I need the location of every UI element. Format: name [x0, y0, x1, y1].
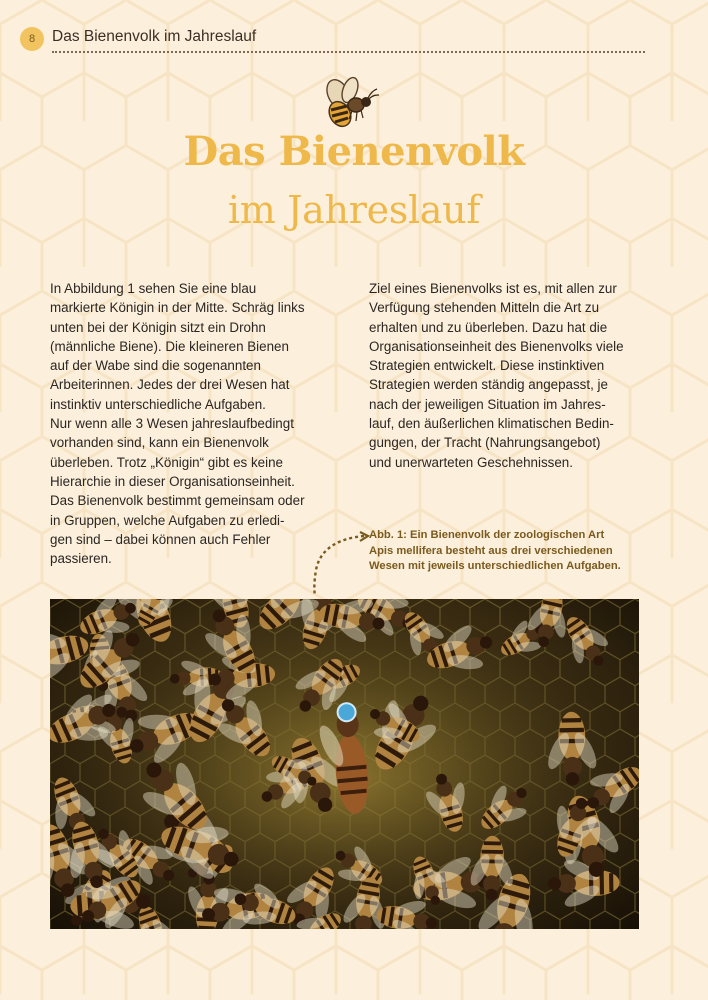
bee-colony-illustration — [50, 599, 639, 929]
caption-line: Abb. 1: Ein Bienenvolk der zoologischen Art — [369, 529, 605, 541]
page-subtitle: im Jahreslauf — [227, 188, 481, 232]
text-line: lauf, den äußerlichen klimatischen Bedin- — [369, 416, 614, 432]
text-line: markierte Königin in der Mitte. Schräg links — [50, 300, 305, 316]
caption-line: Wesen mit jeweils unterschiedlichen Aufgaben. — [369, 560, 621, 572]
page-title: Das Bienenvolk — [183, 128, 525, 175]
queen-marker — [337, 702, 357, 722]
text-line: überleben. Trotz „Königin“ gibt es keine — [50, 454, 283, 470]
text-line: unten bei der Königin sitzt ein Drohn — [50, 319, 266, 335]
text-line: In Abbildung 1 sehen Sie eine blau — [50, 281, 257, 296]
text-line: Strategien werden ständig angepasst, je — [369, 377, 608, 393]
text-line: Arbeiterinnen. Jedes der drei Wesen hat — [50, 377, 290, 393]
text-line: Verfügung stehenden Mitteln die Art zu — [369, 300, 600, 316]
text-line: Ziel eines Bienenvolks ist es, mit allen zur — [369, 281, 617, 296]
body-text-right — [369, 279, 659, 472]
text-line: auf der Wabe sind die sogenannten — [50, 358, 261, 374]
text-line: vorhanden sind, kann ein Bienenvolk — [50, 435, 269, 451]
text-line: (männliche Biene). Die kleineren Bienen — [50, 338, 289, 354]
text-line: gungen, der Tracht (Nahrungsangebot) — [369, 435, 601, 451]
body-text-left — [50, 279, 350, 568]
running-title: Das Bienenvolk im Jahreslauf — [52, 28, 257, 45]
text-line: gen sind – dabei können auch Fehler — [50, 531, 271, 547]
header-divider — [52, 51, 645, 53]
text-line: Das Bienenvolk bestimmt gemeinsam oder — [50, 493, 305, 509]
text-line: und unerwarteten Geschehnissen. — [369, 454, 573, 470]
text-line: Organisationseinheit des Bienenvolks viele — [369, 338, 624, 354]
text-line: nach der jeweiligen Situation im Jahres- — [369, 396, 606, 412]
page-header — [20, 25, 640, 55]
text-line: Hierarchie in dieser Organisationseinheit. — [50, 473, 295, 489]
caption-line: Apis mellifera besteht aus drei verschiedenen — [369, 544, 613, 557]
text-line: erhalten und zu überleben. Dazu hat die — [369, 319, 608, 335]
page-number: 8 — [20, 27, 44, 51]
text-line: in Gruppen, welche Aufgaben zu erledi- — [50, 512, 285, 528]
text-line: Nur wenn alle 3 Wesen jahreslaufbedingt — [50, 416, 294, 432]
figure-caption — [369, 528, 621, 575]
bee-colony-photo — [50, 599, 639, 929]
text-line: Strategien entwickelt. Diese instinktiven — [369, 358, 605, 374]
text-line: passieren. — [50, 551, 112, 567]
bee-icon — [316, 74, 380, 132]
caption-pointer-arrow — [300, 530, 380, 610]
text-line: instinktiv unterschiedliche Aufgaben. — [50, 396, 266, 412]
